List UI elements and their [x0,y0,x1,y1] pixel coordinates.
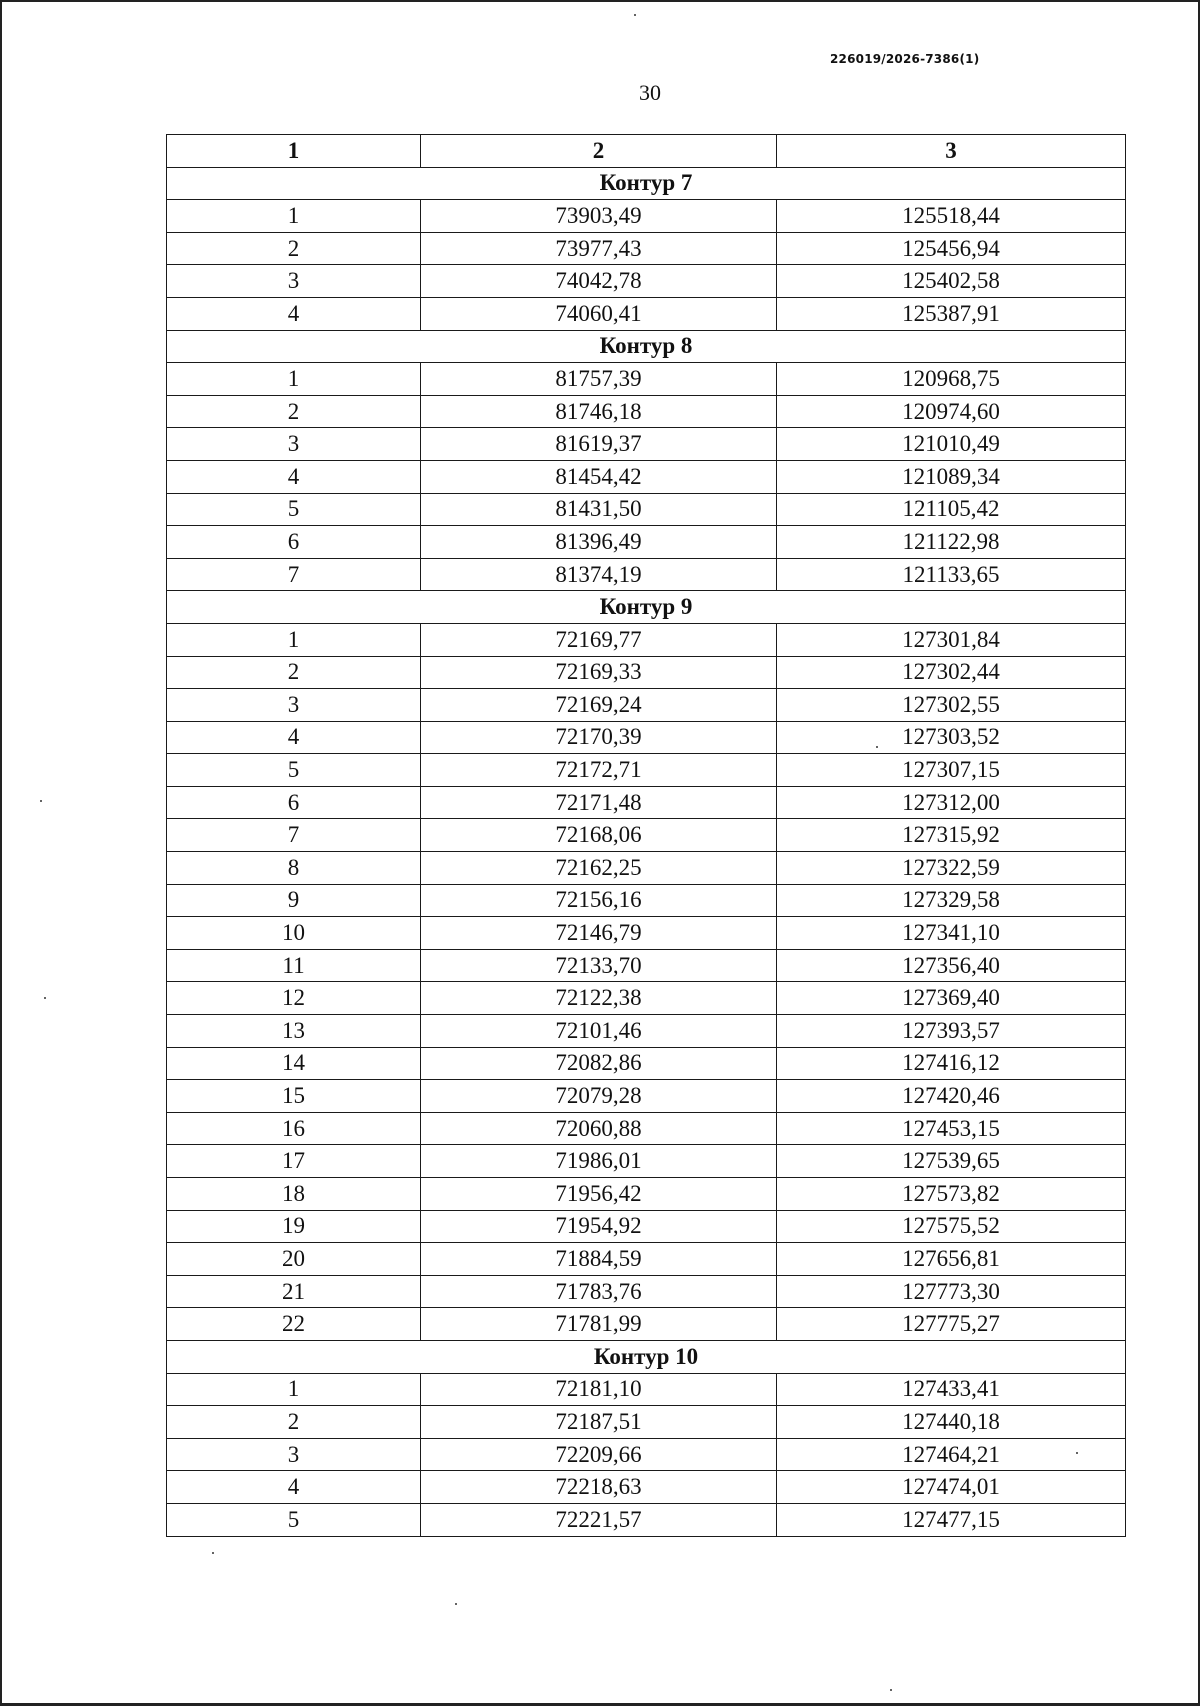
point-number-cell: 4 [167,721,421,754]
table-row [167,819,1126,852]
x-coordinate-cell: 72172,71 [421,754,777,787]
x-coordinate-cell: 72146,79 [421,917,777,950]
y-coordinate-cell: 125387,91 [777,297,1126,330]
table-row [167,526,1126,559]
table-row [167,1308,1126,1341]
y-coordinate-cell: 127393,57 [777,1015,1126,1048]
point-number-cell: 7 [167,558,421,591]
x-coordinate-cell: 72218,63 [421,1471,777,1504]
x-coordinate-cell: 72122,38 [421,982,777,1015]
x-coordinate-cell: 72221,57 [421,1503,777,1536]
point-number-cell: 2 [167,656,421,689]
y-coordinate-cell: 125402,58 [777,265,1126,298]
scan-speck [212,1552,214,1554]
section-row [167,591,1126,624]
page-border-top [0,0,1200,2]
table-row [167,232,1126,265]
table-row [167,1145,1126,1178]
table-row [167,265,1126,298]
x-coordinate-cell: 72101,46 [421,1015,777,1048]
point-number-cell: 11 [167,949,421,982]
page-border-left [0,0,2,1706]
table-row [167,917,1126,950]
table-row [167,852,1126,885]
y-coordinate-cell: 127773,30 [777,1275,1126,1308]
point-number-cell: 1 [167,363,421,396]
y-coordinate-cell: 127539,65 [777,1145,1126,1178]
y-coordinate-cell: 127453,15 [777,1112,1126,1145]
x-coordinate-cell: 72156,16 [421,884,777,917]
y-coordinate-cell: 127416,12 [777,1047,1126,1080]
table-row [167,721,1126,754]
scan-speck [455,1603,457,1605]
table-row [167,363,1126,396]
point-number-cell: 6 [167,526,421,559]
section-row [167,330,1126,363]
point-number-cell: 5 [167,493,421,526]
y-coordinate-cell: 125518,44 [777,200,1126,233]
x-coordinate-cell: 72169,77 [421,623,777,656]
table-header-row [167,135,1126,168]
point-number-cell: 17 [167,1145,421,1178]
table-row [167,460,1126,493]
x-coordinate-cell: 72060,88 [421,1112,777,1145]
point-number-cell: 21 [167,1275,421,1308]
section-row [167,167,1126,200]
x-coordinate-cell: 81746,18 [421,395,777,428]
y-coordinate-cell: 121122,98 [777,526,1126,559]
document-id: 226019/2026-7386(1) [830,52,980,66]
y-coordinate-cell: 127575,52 [777,1210,1126,1243]
table-row [167,949,1126,982]
x-coordinate-cell: 81396,49 [421,526,777,559]
y-coordinate-cell: 127656,81 [777,1243,1126,1276]
point-number-cell: 15 [167,1080,421,1113]
y-coordinate-cell: 121089,34 [777,460,1126,493]
y-coordinate-cell: 127302,55 [777,689,1126,722]
y-coordinate-cell: 127341,10 [777,917,1126,950]
y-coordinate-cell: 121133,65 [777,558,1126,591]
coordinates-table [166,134,1126,1537]
table-row [167,689,1126,722]
x-coordinate-cell: 71956,42 [421,1178,777,1211]
y-coordinate-cell: 127303,52 [777,721,1126,754]
point-number-cell: 1 [167,623,421,656]
table-row [167,1015,1126,1048]
x-coordinate-cell: 72168,06 [421,819,777,852]
point-number-cell: 5 [167,754,421,787]
x-coordinate-cell: 74060,41 [421,297,777,330]
table-row [167,884,1126,917]
y-coordinate-cell: 127420,46 [777,1080,1126,1113]
y-coordinate-cell: 127369,40 [777,982,1126,1015]
table-row [167,558,1126,591]
scan-speck [890,1689,892,1691]
table-row [167,200,1126,233]
scan-speck [44,997,46,999]
x-coordinate-cell: 81374,19 [421,558,777,591]
point-number-cell: 4 [167,460,421,493]
y-coordinate-cell: 127312,00 [777,786,1126,819]
x-coordinate-cell: 71986,01 [421,1145,777,1178]
y-coordinate-cell: 127433,41 [777,1373,1126,1406]
scan-speck [876,746,878,748]
x-coordinate-cell: 72169,33 [421,656,777,689]
x-coordinate-cell: 81431,50 [421,493,777,526]
section-title: Контур 8 [167,330,1126,363]
section-title: Контур 10 [167,1340,1126,1373]
point-number-cell: 2 [167,395,421,428]
x-coordinate-cell: 73903,49 [421,200,777,233]
x-coordinate-cell: 73977,43 [421,232,777,265]
point-number-cell: 1 [167,1373,421,1406]
table-row [167,1373,1126,1406]
point-number-cell: 10 [167,917,421,950]
table-row [167,623,1126,656]
y-coordinate-cell: 127477,15 [777,1503,1126,1536]
table-row [167,1047,1126,1080]
x-coordinate-cell: 71884,59 [421,1243,777,1276]
y-coordinate-cell: 121105,42 [777,493,1126,526]
scan-speck [40,800,42,802]
scan-speck [634,14,636,16]
table-row [167,1438,1126,1471]
y-coordinate-cell: 127440,18 [777,1406,1126,1439]
header-col-3: 3 [777,135,1126,168]
table-row [167,1406,1126,1439]
point-number-cell: 9 [167,884,421,917]
table-row [167,493,1126,526]
point-number-cell: 8 [167,852,421,885]
y-coordinate-cell: 125456,94 [777,232,1126,265]
scan-speck [1076,1452,1078,1454]
point-number-cell: 4 [167,297,421,330]
point-number-cell: 12 [167,982,421,1015]
table-row [167,1178,1126,1211]
page-number: 30 [639,80,661,105]
table-row [167,786,1126,819]
point-number-cell: 13 [167,1015,421,1048]
section-title: Контур 9 [167,591,1126,624]
x-coordinate-cell: 72171,48 [421,786,777,819]
point-number-cell: 2 [167,1406,421,1439]
point-number-cell: 19 [167,1210,421,1243]
y-coordinate-cell: 127301,84 [777,623,1126,656]
x-coordinate-cell: 81454,42 [421,460,777,493]
point-number-cell: 7 [167,819,421,852]
point-number-cell: 1 [167,200,421,233]
y-coordinate-cell: 127356,40 [777,949,1126,982]
table-row [167,754,1126,787]
table-row [167,428,1126,461]
table-row [167,1080,1126,1113]
x-coordinate-cell: 72187,51 [421,1406,777,1439]
x-coordinate-cell: 74042,78 [421,265,777,298]
point-number-cell: 20 [167,1243,421,1276]
x-coordinate-cell: 72079,28 [421,1080,777,1113]
x-coordinate-cell: 71954,92 [421,1210,777,1243]
table-row [167,1275,1126,1308]
point-number-cell: 2 [167,232,421,265]
x-coordinate-cell: 72082,86 [421,1047,777,1080]
table-row [167,982,1126,1015]
table-row [167,395,1126,428]
y-coordinate-cell: 127573,82 [777,1178,1126,1211]
table-row [167,1210,1126,1243]
y-coordinate-cell: 120974,60 [777,395,1126,428]
point-number-cell: 5 [167,1503,421,1536]
x-coordinate-cell: 72169,24 [421,689,777,722]
table-row [167,1503,1126,1536]
point-number-cell: 3 [167,428,421,461]
y-coordinate-cell: 127315,92 [777,819,1126,852]
table-row [167,1243,1126,1276]
x-coordinate-cell: 71783,76 [421,1275,777,1308]
point-number-cell: 3 [167,265,421,298]
x-coordinate-cell: 81619,37 [421,428,777,461]
point-number-cell: 6 [167,786,421,819]
y-coordinate-cell: 127474,01 [777,1471,1126,1504]
page-number-container [0,80,1200,106]
table-body [167,167,1126,1536]
x-coordinate-cell: 72170,39 [421,721,777,754]
y-coordinate-cell: 127464,21 [777,1438,1126,1471]
y-coordinate-cell: 127775,27 [777,1308,1126,1341]
y-coordinate-cell: 127302,44 [777,656,1126,689]
header-col-2: 2 [421,135,777,168]
point-number-cell: 4 [167,1471,421,1504]
x-coordinate-cell: 81757,39 [421,363,777,396]
point-number-cell: 3 [167,1438,421,1471]
table-row [167,1112,1126,1145]
table-row [167,297,1126,330]
x-coordinate-cell: 72133,70 [421,949,777,982]
x-coordinate-cell: 72181,10 [421,1373,777,1406]
point-number-cell: 18 [167,1178,421,1211]
point-number-cell: 16 [167,1112,421,1145]
x-coordinate-cell: 72209,66 [421,1438,777,1471]
section-row [167,1340,1126,1373]
y-coordinate-cell: 120968,75 [777,363,1126,396]
header-col-1: 1 [167,135,421,168]
section-title: Контур 7 [167,167,1126,200]
y-coordinate-cell: 121010,49 [777,428,1126,461]
y-coordinate-cell: 127307,15 [777,754,1126,787]
x-coordinate-cell: 71781,99 [421,1308,777,1341]
point-number-cell: 14 [167,1047,421,1080]
table-row [167,1471,1126,1504]
table-row [167,656,1126,689]
point-number-cell: 3 [167,689,421,722]
y-coordinate-cell: 127329,58 [777,884,1126,917]
x-coordinate-cell: 72162,25 [421,852,777,885]
y-coordinate-cell: 127322,59 [777,852,1126,885]
point-number-cell: 22 [167,1308,421,1341]
